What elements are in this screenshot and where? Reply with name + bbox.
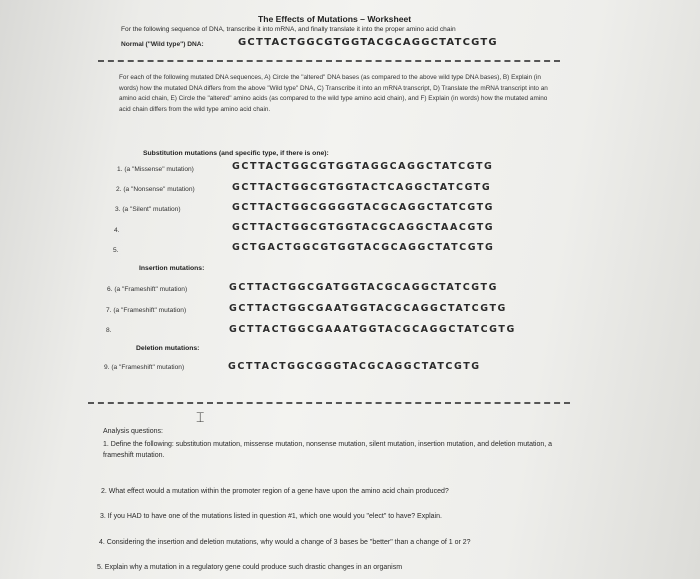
worksheet-title: The Effects of Mutations – Worksheet bbox=[258, 14, 412, 24]
mutation-sequence: GCTTACTGGCGAATGGTACGCAGGCTATCGTG bbox=[229, 303, 507, 314]
normal-dna-label: Normal ("Wild type") DNA: bbox=[121, 41, 204, 48]
intro-text: For the following sequence of DNA, transcribe it into mRNA, and finally translate it into the proper amino acid chain bbox=[121, 26, 456, 33]
mutation-sequence: GCTTACTGGCGAAATGGTACGCAGGCTATCGTG bbox=[229, 324, 516, 335]
analysis-question: 1. Define the following: substitution mutation, missense mutation, nonsense mutation, silent mutation, insertion mutation, and deletion mutation, a frameshift mutation. bbox=[103, 441, 553, 459]
mutation-sequence: GCTTACTGGCGTGGTAGGCAGGCTATCGTG bbox=[232, 161, 494, 172]
mutation-label: 8. bbox=[106, 327, 112, 334]
mutation-sequence: GCTTACTGGCGTGGTACGCAGGCTAACGTG bbox=[232, 222, 495, 233]
mutation-sequence: GCTTACTGGCGGGGTACGCAGGCTATCGTG bbox=[232, 202, 495, 213]
mutation-sequence: GCTTACTGGCGTGGTACTCAGGCTATCGTG bbox=[232, 182, 492, 193]
mutation-label: 7. (a "Frameshift" mutation) bbox=[106, 307, 187, 314]
divider-bottom bbox=[88, 402, 570, 404]
substitution-heading: Substitution mutations (and specific type, if there is one): bbox=[143, 150, 329, 157]
deletion-heading: Deletion mutations: bbox=[136, 345, 200, 352]
analysis-question: 4. Considering the insertion and deletion mutations, why would a change of 3 bases be "better" than a change of 1 or 2? bbox=[99, 539, 471, 546]
divider-top bbox=[98, 60, 560, 62]
mutation-label: 3. (a "Silent" mutation) bbox=[115, 206, 181, 213]
mutation-label: 1. (a "Missense" mutation) bbox=[117, 166, 194, 173]
mutation-label: 4. bbox=[114, 227, 120, 234]
normal-dna-sequence: GCTTACTGGCGTGGTACGCAGGCTATCGTG bbox=[238, 37, 498, 48]
mutation-label: 5. bbox=[113, 247, 119, 254]
mutation-label: 6. (a "Frameshift" mutation) bbox=[107, 286, 188, 293]
analysis-heading: Analysis questions: bbox=[103, 428, 163, 435]
mutation-sequence: GCTGACTGGCGTGGTACGCAGGCTATCGTG bbox=[232, 242, 495, 253]
mutation-sequence: GCTTACTGGCGATGGTACGCAGGCTATCGTG bbox=[229, 282, 498, 293]
mutation-label: 9. (a "Frameshift" mutation) bbox=[104, 364, 185, 371]
mutation-sequence: GCTTACTGGCGGGTACGCAGGCTATCGTG bbox=[228, 361, 481, 372]
instructions-text: For each of the following mutated DNA sequences, A) Circle the "altered" DNA bases (as compared to the above wild type DNA bases), B) Explain (in words) how the mutated DNA differs from the above "Wild type" DNA, C) Transcribe it into an mRNA transcript, D) Translate the mRNA transcript into an amino acid chain, E) Circle the "altered" amino acids (as compared to the wild type amino acid chain), and F) Explain (in words) how the mutated amino acid chain differs from the wild type amino acid chain. bbox=[119, 74, 548, 113]
analysis-question: 2. What effect would a mutation within the promoter region of a gene have upon the amino acid chain produced? bbox=[101, 488, 449, 495]
analysis-question: 5. Explain why a mutation in a regulatory gene could produce such drastic changes in an organism bbox=[97, 564, 403, 571]
text-cursor-icon: ⌶ bbox=[196, 410, 205, 426]
mutation-label: 2. (a "Nonsense" mutation) bbox=[116, 186, 195, 193]
insertion-heading: Insertion mutations: bbox=[139, 265, 205, 272]
analysis-question: 3. If you HAD to have one of the mutations listed in question #1, which one would you "elect" to have? Explain. bbox=[100, 513, 442, 520]
